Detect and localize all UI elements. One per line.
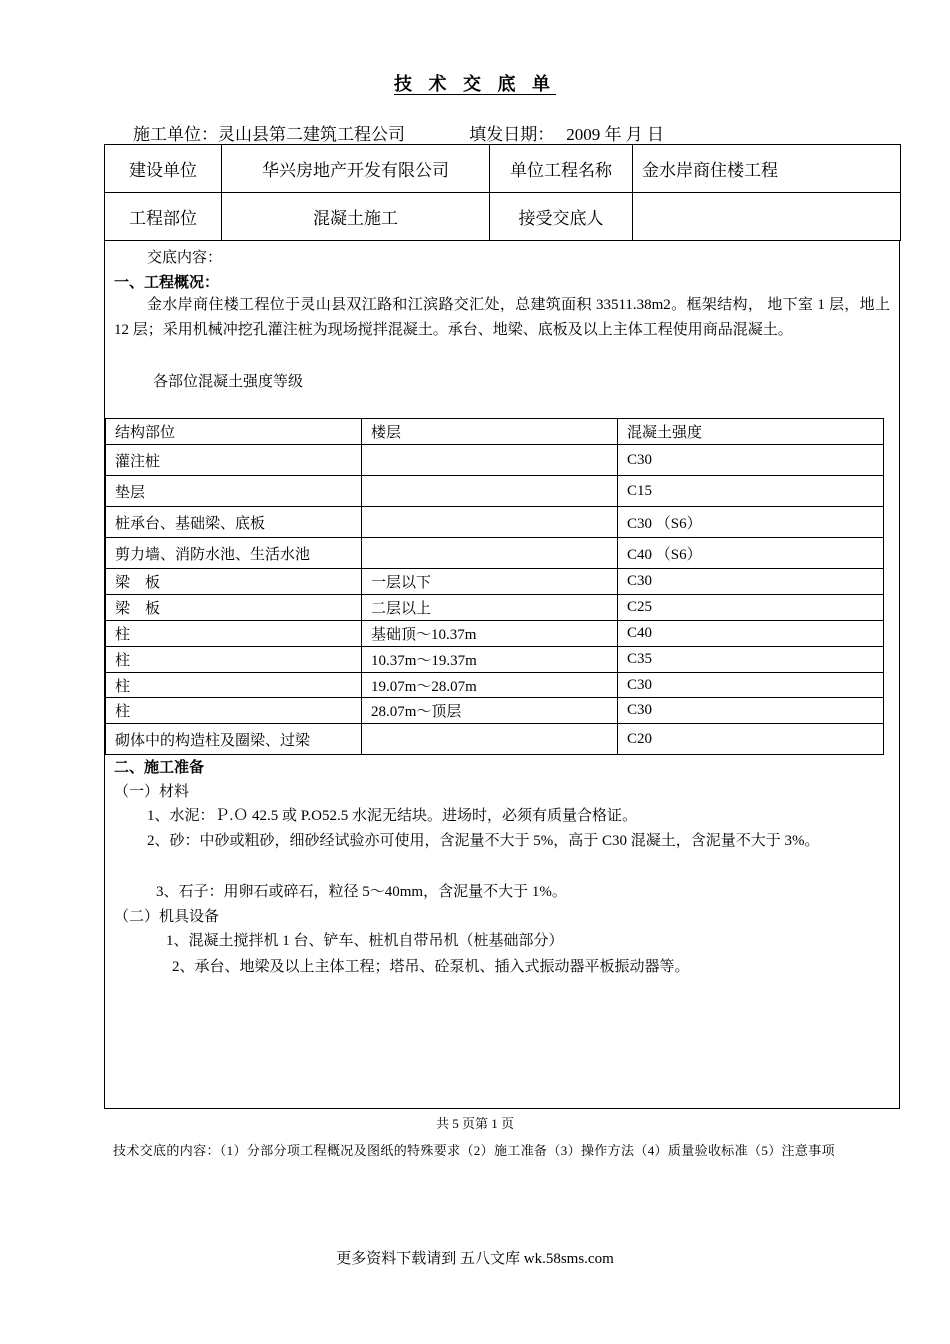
table-cell: 梁 板 [106,569,362,595]
grade-caption: 各部位混凝土强度等级 [153,374,304,390]
table-cell: 柱 [106,673,362,698]
intro-label: 交底内容： [147,250,223,266]
column-header: 结构部位 [106,419,362,445]
owner-value: 华兴房地产开发有限公司 [222,145,490,193]
table-cell: 二层以上 [362,595,618,621]
table-cell: 桩承台、基础梁、底板 [106,507,362,538]
table-cell [362,507,618,538]
table-cell [362,724,618,755]
table-row [106,507,884,538]
material-sand: 2、砂：中砂或粗砂，细砂经试验亦可使用，含泥量不大于 5%，高于 C30 混凝土，含泥量不大于 3%。 [147,833,820,849]
table-cell: C40 [618,621,884,647]
page-number: 共 5 页第 1 页 [435,1116,514,1131]
table-cell [362,476,618,507]
table-header-row [106,419,884,445]
materials-title: （一）材料 [114,784,190,800]
equipment-main: 2、承台、地梁及以上主体工程；塔吊、砼泵机、插入式振动器平板振动器等。 [172,959,690,975]
project-info-table [104,144,901,241]
table-cell [362,445,618,476]
concrete-grade-table [105,418,884,755]
table-row [106,569,884,595]
table-cell: 柱 [106,621,362,647]
table-cell: C30 [618,569,884,595]
table-cell: 砌体中的构造柱及圈梁、过梁 [106,724,362,755]
table-cell: 灌注桩 [106,445,362,476]
issue-date-value: 2009 年 月 日 [566,125,664,144]
briefing-scope-note: 技术交底的内容：（1）分部分项工程概况及图纸的特殊要求（2）施工准备（3）操作方法（4）质量验收标准（5）注意事项 [113,1143,835,1158]
table-cell: 一层以下 [362,569,618,595]
table-cell: C40 （S6） [618,538,884,569]
table-cell: 19.07m～28.07m [362,673,618,698]
table-row [106,698,884,724]
table-cell: 柱 [106,647,362,673]
construction-unit-label: 施工单位： [133,125,218,144]
material-stone: 3、石子：用卵石或碎石，粒径 5～40mm，含泥量不大于 1%。 [156,884,567,900]
table-cell: C30 [618,698,884,724]
table-cell [362,538,618,569]
table-cell: 垫层 [106,476,362,507]
table-cell: 剪力墙、消防水池、生活水池 [106,538,362,569]
table-row [106,538,884,569]
table-row [106,445,884,476]
download-notice: 更多资料下载请到 五八文库 wk.58sms.com [336,1251,614,1267]
table-row [106,621,884,647]
recipient-label: 接受交底人 [490,193,633,241]
table-cell: C35 [618,647,884,673]
column-header: 楼层 [362,419,618,445]
briefing-content [104,240,900,1109]
work-part-value: 混凝土施工 [222,193,490,241]
table-row [106,673,884,698]
table-cell: C30 （S6） [618,507,884,538]
table-row [105,193,901,241]
table-cell: C15 [618,476,884,507]
overview-text: 金水岸商住楼工程位于灵山县双江路和江滨路交汇处，总建筑面积 33511.38m2。框架结构， 地下室 1 层，地上 12 层；采用机械冲挖孔灌注桩为现场搅拌混凝土。承台、地梁、底板及以上主体工程使用商品混凝土。 [114,297,890,338]
document-meta [133,120,664,145]
table-row [106,724,884,755]
table-row [106,476,884,507]
issue-date-label: 填发日期： [469,125,555,144]
table-row [106,647,884,673]
table-cell: 基础顶～10.37m [362,621,618,647]
table-cell: C30 [618,445,884,476]
section-preparation-title: 二、施工准备 [114,760,205,776]
material-cement: 1、水泥：Ｐ.Ｏ 42.5 或 P.O52.5 水泥无结块。进场时，必须有质量合格证。 [147,808,638,824]
table-cell: 柱 [106,698,362,724]
construction-unit-value: 灵山县第二建筑工程公司 [218,125,405,144]
column-header: 混凝土强度 [618,419,884,445]
recipient-value [633,193,901,241]
equipment-mixer: 1、混凝土搅拌机 1 台、铲车、桩机自带吊机（桩基础部分） [166,933,564,949]
table-cell: 梁 板 [106,595,362,621]
table-cell: C30 [618,673,884,698]
work-part-label: 工程部位 [105,193,222,241]
table-cell: C20 [618,724,884,755]
document-title: 技 术 交 底 单 [394,74,556,94]
table-row [105,145,901,193]
project-name-label: 单位工程名称 [490,145,633,193]
table-cell: 28.07m～顶层 [362,698,618,724]
owner-label: 建设单位 [105,145,222,193]
table-row [106,595,884,621]
project-name-value: 金水岸商住楼工程 [633,145,901,193]
table-cell: 10.37m～19.37m [362,647,618,673]
section-overview-title: 一、工程概况： [114,275,220,291]
table-cell: C25 [618,595,884,621]
equipment-title: （二）机具设备 [114,909,220,925]
